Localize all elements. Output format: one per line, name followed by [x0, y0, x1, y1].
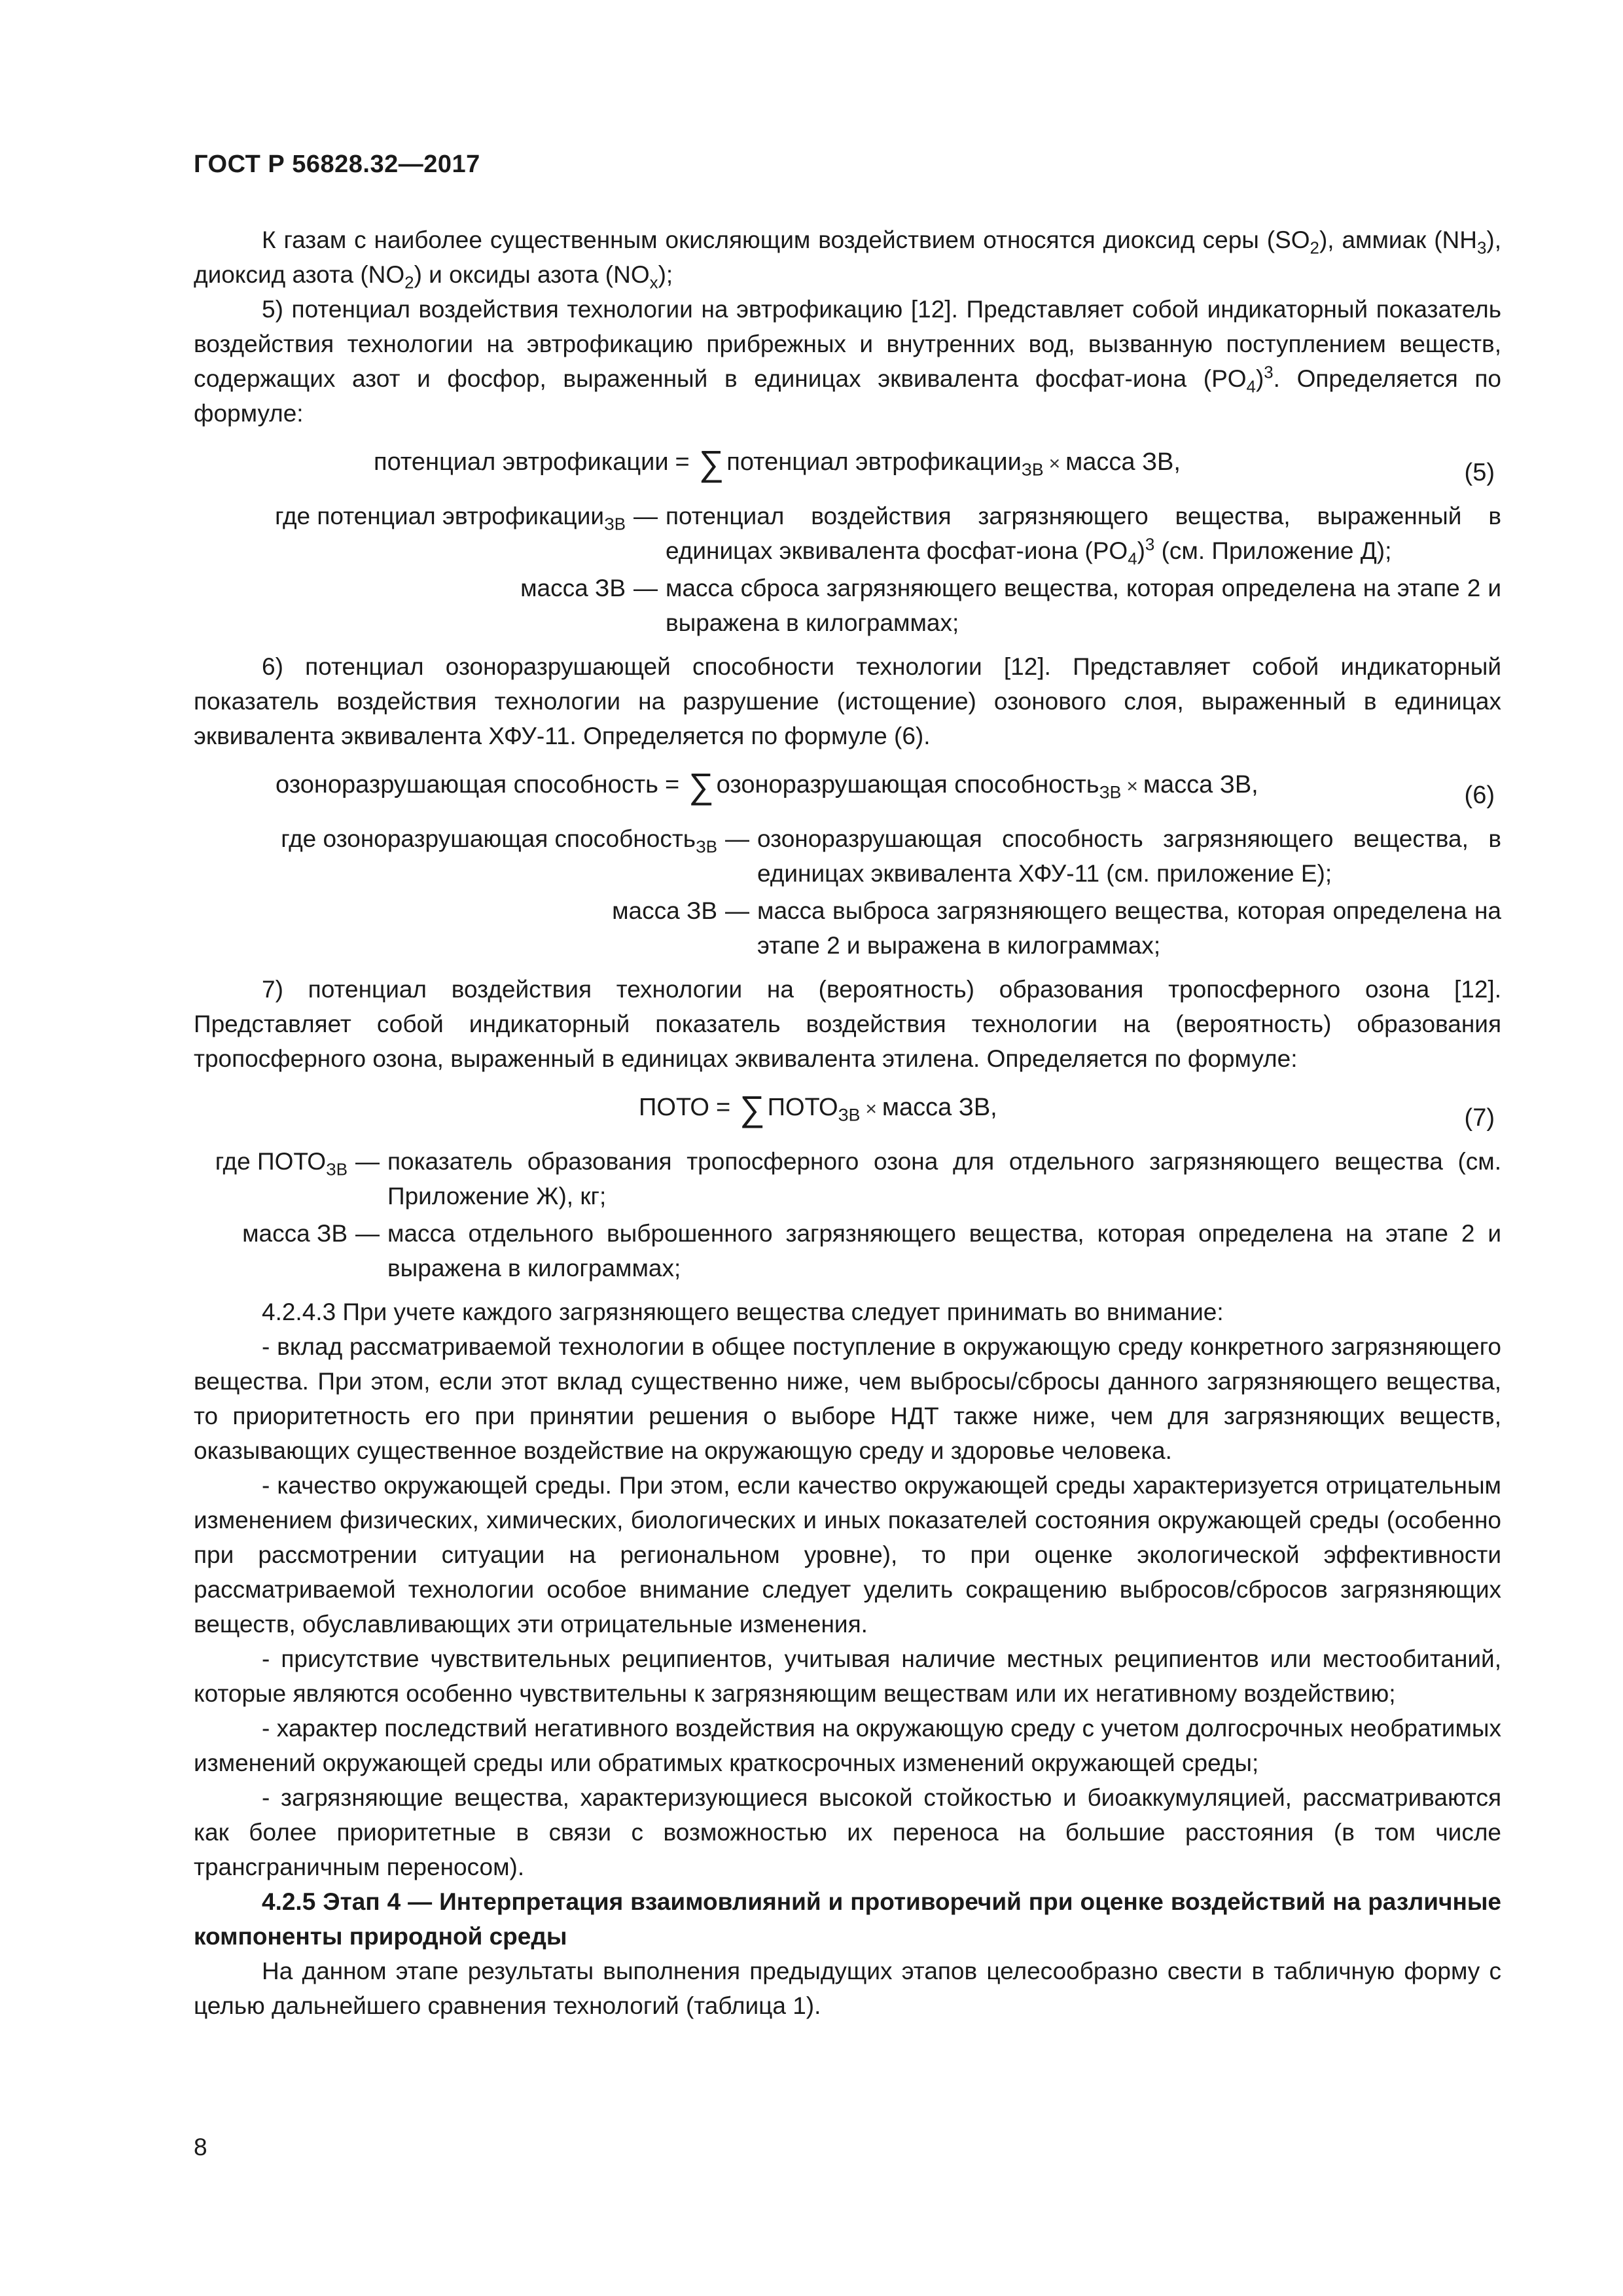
list-item: - качество окружающей среды. При этом, если качество окружающей среды характеризуется отрицательным изменением физических, химических, биологических и иных показателей состояния окружающей среды (особенно при рассмотрении ситуации на региональном уровне), то при оценке экологической эффективности рассматриваемой технологии особое внимание следует уделить сокращению выбросов/сбросов загрязняющих веществ, обуславливающих эти отрицательные изменения. — [194, 1472, 1501, 1638]
formula-6 — [194, 756, 1501, 819]
formula-6-expression: озоноразрушающая способность = ∑ озоноразрушающая способность$_{ЗВ}$ × масса ЗВ, — [276, 766, 1258, 806]
list-item: - характер последствий негативного воздействия на окружающую среду с учетом долгосрочных необратимых изменений окружающей среды или обратимых краткосрочных изменений окружающей среды; — [194, 1715, 1501, 1776]
paragraph-ozone-depletion: 6) потенциал озоноразрушающей способности технологии [12]. Представляет собой индикаторный показатель воздействия технологии на разрушение (истощение) озонового слоя, выраженный в единицах эквивалента эквивалента ХФУ-11. Определяется по формуле (6). — [194, 653, 1501, 749]
formula-6-number: (6) — [1464, 781, 1495, 809]
formula-5-expression: потенциал эвтрофикации = ∑ потенциал эвтрофикации$_{ЗВ}$ × масса ЗВ, — [374, 444, 1181, 483]
formula-7-legend-1: где $ПОТО_{ЗВ}$ — показатель образования тропосферного озона для отдельного загрязняющего вещества (см. Приложение Ж), кг; — [215, 1148, 1501, 1210]
document-header: ГОСТ Р 56828.32—2017 — [194, 151, 480, 178]
formula-7-legend-2: масса ЗВ — масса отдельного выброшенного загрязняющего вещества, которая определена на этапе 2 и выражена в килограммах; — [242, 1220, 1501, 1282]
formula-5-legend-1: где потенциал эвтрофикации$_{ЗВ}$ — потенциал воздействия загрязняющего вещества, выраженный в единицах эквивалента фосфат-иона $(PO_4)^3$ (см. Приложение Д); — [275, 503, 1501, 569]
formula-7 — [194, 1079, 1501, 1141]
formula-6-legend-1: где озоноразрушающая способность$_{ЗВ}$ — озоноразрушающая способность загрязняющего вещества, в единицах эквивалента ХФУ-11 (см. приложение Е); — [281, 825, 1501, 887]
page-number: 8 — [194, 2134, 207, 2161]
formula-7-expression: ПОТО = ∑ $ПОТО_{ЗВ}$ × масса ЗВ, — [639, 1089, 997, 1128]
list-item: - присутствие чувствительных реципиентов, учитывая наличие местных реципиентов или местообитаний, которые являются особенно чувствительны к загрязняющим веществам или их негативному воздействию; — [194, 1645, 1501, 1707]
section-4-2-5-heading: 4.2.5 Этап 4 — Интерпретация взаимовлияний и противоречий при оценке воздействий на различные компоненты природной среды — [194, 1888, 1501, 1950]
formula-5 — [194, 433, 1501, 496]
formula-7-number: (7) — [1464, 1104, 1495, 1132]
paragraph-eutrophication: 5) потенциал воздействия технологии на эвтрофикацию [12]. Представляет собой индикаторный показатель воздействия технологии на эвтрофикацию прибрежных и внутренних вод, вызванную поступлением веществ, содержащих азот и фосфор, выраженный в единицах эквивалента фосфат-иона $(PO_4)^3$. Определяется по формуле: — [194, 296, 1501, 427]
section-4-2-4-3-intro: 4.2.4.3 При учете каждого загрязняющего вещества следует принимать во внимание: — [262, 1299, 1224, 1325]
formula-6-legend-2: масса ЗВ — масса выброса загрязняющего вещества, которая определена на этапе 2 и выражена в килограммах; — [612, 897, 1501, 959]
section-4-2-5-text: На данном этапе результаты выполнения предыдущих этапов целесообразно свести в табличную форму с целью дальнейшего сравнения технологий (таблица 1). — [194, 1958, 1501, 2019]
formula-5-legend-2: масса ЗВ — масса сброса загрязняющего вещества, которая определена на этапе 2 и выражена в килограммах; — [520, 575, 1501, 636]
paragraph-oxidizing-gases: К газам с наиболее существенным окисляющим воздействием относятся диоксид серы $(SO_2)$, аммиак $(NH_3)$, диоксид азота $(NO_2)$ и оксиды азота $(NO_x)$; — [194, 226, 1502, 293]
list-item: - вклад рассматриваемой технологии в общее поступление в окружающую среду конкретного загрязняющего вещества. При этом, если этот вклад существенно ниже, чем выбросы/сбросы данного загрязняющего вещества, то приоритетность его при принятии решения о выборе НДТ также ниже, чем для загрязняющих веществ, оказывающих существенное воздействие на окружающую среду и здоровье человека. — [194, 1333, 1501, 1464]
document-body — [194, 223, 1501, 2023]
list-item: - загрязняющие вещества, характеризующиеся высокой стойкостью и биоаккумуляцией, рассматриваются как более приоритетные в связи с возможностью их переноса на большие расстояния (в том числе трансграничным переносом). — [194, 1784, 1501, 1880]
paragraph-tropospheric-ozone: 7) потенциал воздействия технологии на (вероятность) образования тропосферного озона [12]. Представляет собой индикаторный показатель воздействия технологии на (вероятность) образования тропосферного озона, выраженный в единицах эквивалента этилена. Определяется по формуле: — [194, 976, 1501, 1072]
formula-5-number: (5) — [1464, 459, 1495, 486]
